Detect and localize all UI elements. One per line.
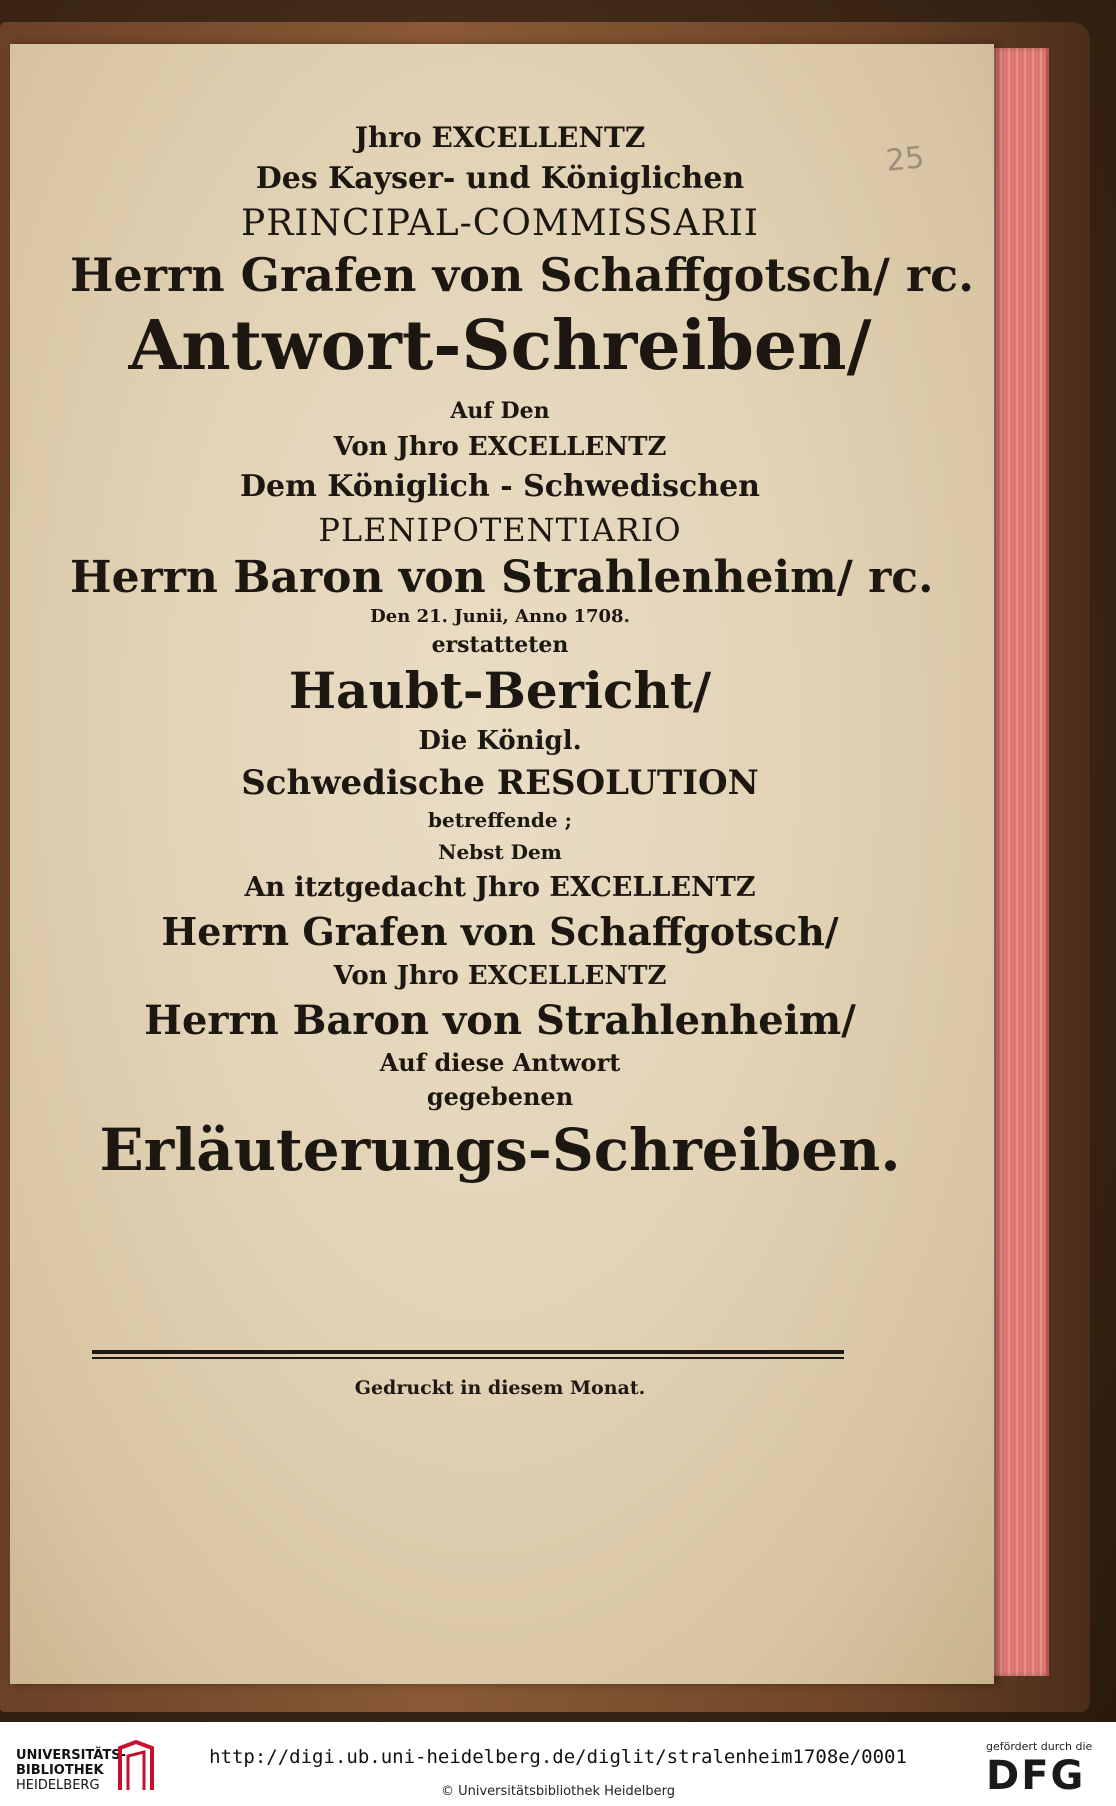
fore-edge-red [988,48,1049,1676]
title-line-13: Haubt-Bericht/ [288,661,712,720]
title-page [10,44,994,1684]
copyright-notice: © Universitätsbibliothek Heidelberg [440,1784,675,1799]
title-line-1: Jhro EXCELLENTZ [354,121,646,154]
title-line-20: Von Jhro EXCELLENTZ [333,961,667,991]
title-line-15: Schwedische RESOLUTION [241,763,759,803]
title-line-4: Herrn Grafen von Schaffgotsch/ rc. [70,248,975,302]
library-city: HEIDELBERG [16,1778,100,1793]
library-name-line-2: BIBLIOTHEK [16,1763,104,1778]
title-line-3: PRINCIPAL-COMMISSARII [240,203,760,244]
title-line-9: PLENIPOTENTIARIO [318,511,682,549]
title-line-23: gegebenen [426,1082,574,1111]
library-name-line-1: UNIVERSITÄTS- [16,1748,126,1763]
title-line-10: Herrn Baron von Strahlenheim/ rc. [70,552,934,603]
footer-bar [0,1722,1116,1806]
pencil-mark: 25 [884,140,926,179]
page-url[interactable]: http://digi.ub.uni-heidelberg.de/diglit/stralenheim1708e/0001 [209,1746,907,1768]
double-rule [92,1350,844,1359]
title-line-17: Nebst Dem [438,840,562,864]
title-line-14: Die Königl. [418,726,582,756]
title-line-6: Auf Den [450,398,550,424]
rule-thin [92,1357,844,1359]
title-line-18: An itztgedacht Jhro EXCELLENTZ [244,872,756,903]
title-text-block [70,121,975,1184]
title-line-5: Antwort-Schreiben/ [128,306,872,386]
funding-note: gefördert durch die [986,1740,1093,1753]
title-line-22: Auf diese Antwort [379,1048,621,1077]
title-line-24: Erläuterungs-Schreiben. [99,1116,901,1184]
imprint-line: Gedruckt in diesem Monat. [354,1377,646,1399]
title-line-2: Des Kayser- und Königlichen [255,161,745,196]
title-line-12: erstatteten [431,632,569,658]
title-line-11: Den 21. Junii, Anno 1708. [370,606,630,627]
title-line-21: Herrn Baron von Strahlenheim/ [144,997,856,1044]
title-line-16: betreffende ; [428,808,572,832]
title-line-7: Von Jhro EXCELLENTZ [333,432,667,462]
title-line-19: Herrn Grafen von Schaffgotsch/ [161,909,839,954]
dfg-logo: DFG [986,1753,1086,1799]
rule-thick [92,1350,844,1354]
title-line-8: Dem Königlich - Schwedischen [239,469,760,504]
